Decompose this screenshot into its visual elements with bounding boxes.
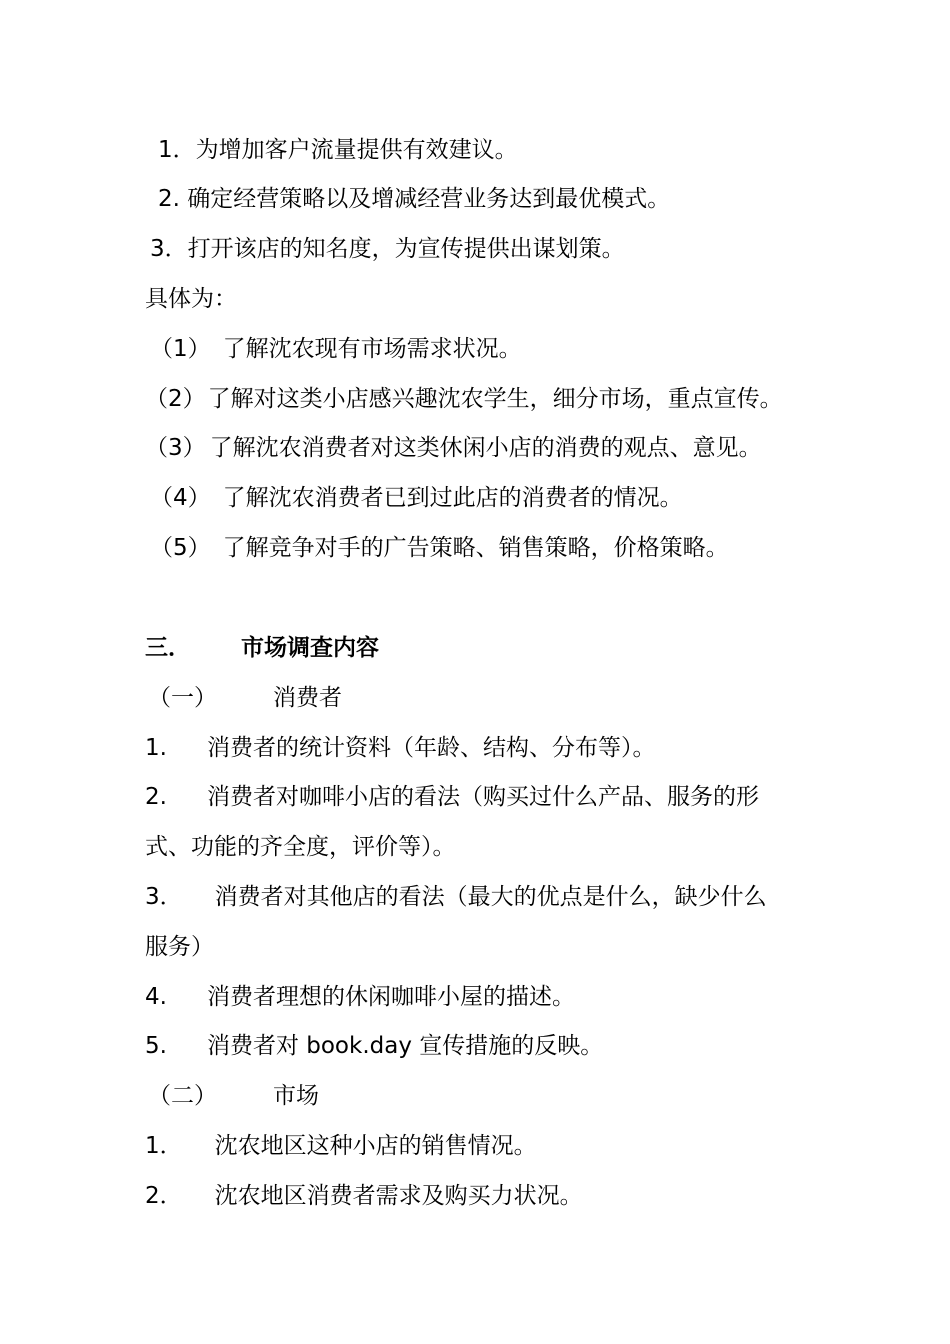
item-text: 沈农地区这种小店的销售情况。	[214, 1133, 537, 1159]
item-text: 式、功能的齐全度，评价等）。	[145, 834, 456, 860]
goal-text: 为增加客户流量提供有效建议。	[195, 137, 518, 163]
item-number: 1.	[145, 735, 167, 761]
goal-text: 打开该店的知名度，为宣传提供出谋划策。	[187, 236, 625, 262]
specific-number: （1）	[150, 336, 211, 362]
item-text: 消费者理想的休闲咖啡小屋的描述。	[206, 984, 575, 1010]
item-text: 消费者的统计资料（年龄、结构、分布等）。	[206, 735, 656, 761]
consumer-item-3-cont	[145, 932, 214, 962]
specific-number: （5）	[150, 535, 211, 561]
subsection-heading-1	[148, 683, 342, 713]
section-heading	[145, 633, 379, 663]
item-text: 消费者对 book.day 宣传措施的反映。	[206, 1033, 604, 1059]
subsection-title: 消费者	[273, 685, 342, 711]
goal-item-1	[158, 135, 518, 165]
item-number: 4.	[145, 984, 167, 1010]
subsection-title: 市场	[273, 1083, 319, 1109]
specific-item-1	[150, 334, 522, 364]
subsection-number: （二）	[148, 1083, 217, 1109]
section-number: 三．	[145, 635, 191, 661]
item-text: 消费者对其他店的看法（最大的优点是什么，缺少什么	[214, 884, 767, 910]
item-number: 3．	[145, 884, 183, 910]
goal-number: 1．	[158, 137, 196, 163]
subsection-number: （一）	[148, 685, 217, 711]
specific-text: 了解沈农消费者对这类休闲小店的消费的观点、意见。	[209, 435, 762, 461]
market-item-2	[145, 1181, 583, 1211]
specific-text: 了解对这类小店感兴趣沈农学生，细分市场，重点宣传。	[207, 386, 783, 412]
specific-item-4	[150, 483, 683, 513]
consumer-item-4	[145, 982, 575, 1012]
specific-number: （4）	[150, 485, 211, 511]
specific-number: （2）	[145, 386, 206, 412]
item-text: 沈农地区消费者需求及购买力状况。	[214, 1183, 583, 1209]
consumer-item-2-cont	[145, 832, 456, 862]
specific-label: 具体为：	[145, 286, 237, 312]
consumer-item-5	[145, 1031, 603, 1061]
subsection-heading-2	[148, 1081, 319, 1111]
goal-number: 2.	[158, 186, 180, 212]
item-number: 2.	[145, 784, 167, 810]
specific-text: 了解沈农现有市场需求状况。	[222, 336, 522, 362]
specific-text: 了解沈农消费者已到过此店的消费者的情况。	[222, 485, 683, 511]
item-number: 2．	[145, 1183, 183, 1209]
specific-number: （3）	[145, 435, 206, 461]
goal-number: 3．	[150, 236, 188, 262]
consumer-item-3	[145, 882, 767, 912]
specific-text: 了解竞争对手的广告策略、销售策略，价格策略。	[222, 535, 729, 561]
item-text: 消费者对咖啡小店的看法（购买过什么产品、服务的形	[206, 784, 759, 810]
specific-item-3	[145, 433, 762, 463]
goal-item-3	[150, 234, 625, 264]
goal-item-2	[158, 184, 670, 214]
item-number: 1．	[145, 1133, 183, 1159]
goal-text: 确定经营策略以及增减经营业务达到最优模式。	[187, 186, 671, 212]
market-item-1	[145, 1131, 537, 1161]
item-text: 服务）	[145, 934, 214, 960]
section-title: 市场调查内容	[241, 635, 379, 661]
specific-item-2	[145, 384, 783, 414]
specific-item-5	[150, 533, 729, 563]
item-number: 5.	[145, 1033, 167, 1059]
consumer-item-1	[145, 733, 655, 763]
consumer-item-2	[145, 782, 759, 812]
